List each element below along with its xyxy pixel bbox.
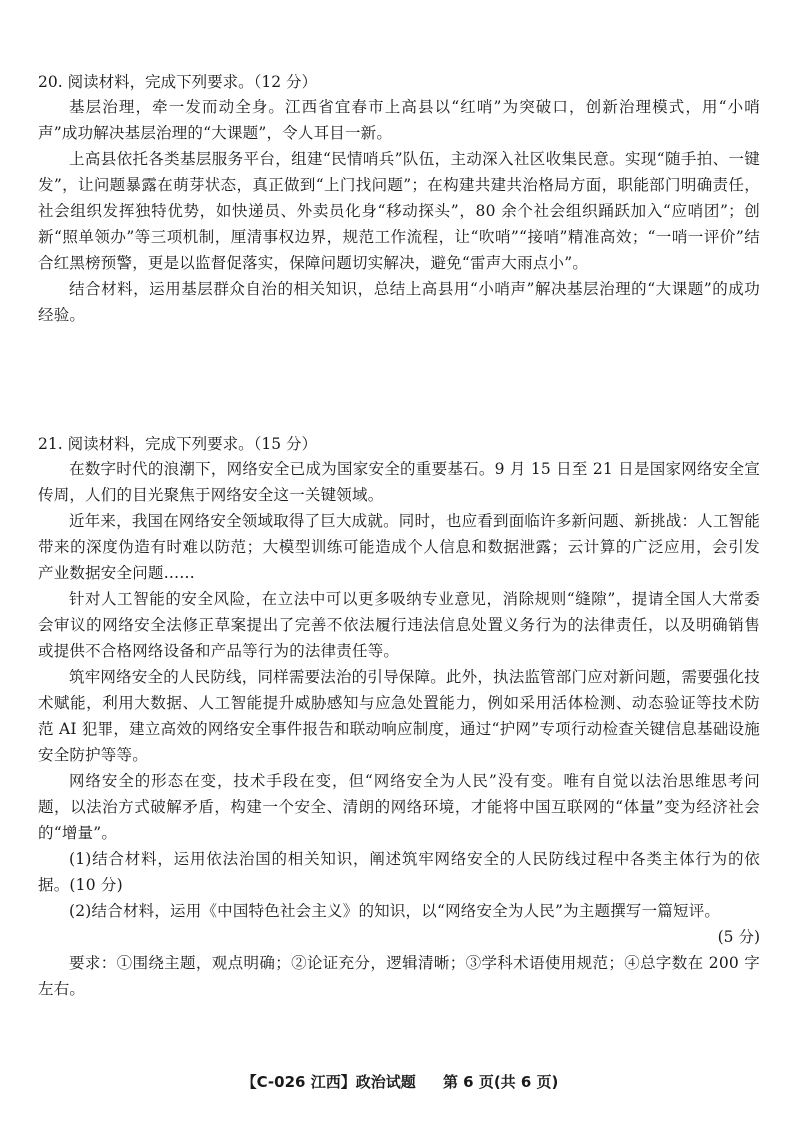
question-20-paragraph: 上高县依托各类基层服务平台，组建“民情哨兵”队伍，主动深入社区收集民意。实现“随手拍、一键发”，让问题暴露在萌芽状态，真正做到“上门找问题”；在构建共建共治格局方面，职能部门明确责任，社会组织发挥独特优势，如快递员、外卖员化身“移动探头”，80 余个社会组织踊跃加入“应哨团”；创新“照单领办”等三项机制，厘清事权边界，规范工作流程，让“吹哨”“接哨”精准高效；“一哨一评价”结合红黑榜预警，更是以监督促落实，保障问题切实解决，避免“雷声大雨点小”。: [38, 150, 760, 272]
question-21-requirement: 要求：①围绕主题，观点明确；②论证充分，逻辑清晰；③学科术语使用规范；④总字数在 200 字左右。: [38, 954, 760, 998]
question-21: [38, 432, 760, 1002]
question-21-subquestion-2: (2)结合材料，运用《中国特色社会主义》的知识，以“网络安全为人民”为主题撰写一篇短评。: [69, 902, 721, 920]
question-20: [38, 70, 760, 328]
page-footer: [0, 1071, 800, 1092]
question-21-paragraph: 在数字时代的浪潮下，网络安全已成为国家安全的重要基石。9 月 15 日至 21 日是国家网络安全宣传周，人们的目光聚焦于网络安全这一关键领域。: [38, 460, 760, 504]
question-21-title: 21. 阅读材料，完成下列要求。（15 分）: [38, 435, 317, 453]
question-21-paragraph: 针对人工智能的安全风险，在立法中可以更多吸纳专业意见，消除规则“缝隙”，提请全国人大常委会审议的网络安全法修正草案提出了完善不依法履行违法信息处置义务行为的法律责任，以及明确销售或提供不合格网络设备和产品等行为的法律责任等。: [38, 590, 760, 660]
question-20-title: 20. 阅读材料，完成下列要求。（12 分）: [38, 73, 317, 91]
question-21-subquestion-2-score: (5 分): [717, 928, 760, 946]
question-21-paragraph: 近年来，我国在网络安全领域取得了巨大成就。同时，也应看到面临许多新问题、新挑战：人工智能带来的深度伪造有时难以防范；大模型训练可能造成个人信息和数据泄露；云计算的广泛应用，会引发产业数据安全问题……: [38, 512, 760, 582]
footer-page-number: 第 6 页(共 6 页): [442, 1073, 559, 1091]
question-21-paragraph: 网络安全的形态在变，技术手段在变，但“网络安全为人民”没有变。唯有自觉以法治思维思考问题，以法治方式破解矛盾，构建一个安全、清朗的网络环境，才能将中国互联网的“体量”变为经济社会的“增量”。: [38, 772, 760, 842]
question-21-paragraph: 筑牢网络安全的人民防线，同样需要法治的引导保障。此外，执法监管部门应对新问题，需要强化技术赋能，利用大数据、人工智能提升威胁感知与应急处置能力，例如采用活体检测、动态验证等技术防范 AI 犯罪，建立高效的网络安全事件报告和联动响应制度，通过“护网”专项行动检查关键信息基础设施安全防护等等。: [38, 668, 760, 764]
question-21-subquestion-1: (1)结合材料，运用依法治国的相关知识，阐述筑牢网络安全的人民防线过程中各类主体行为的依据。(10 分): [38, 850, 760, 894]
footer-exam-name: 【C-026 江西】政治试题: [241, 1073, 416, 1091]
question-20-paragraph: 基层治理，牵一发而动全身。江西省宜春市上高县以“红哨”为突破口，创新治理模式，用“小哨声”成功解决基层治理的“大课题”，令人耳目一新。: [38, 98, 760, 142]
question-20-prompt: 结合材料，运用基层群众自治的相关知识，总结上高县用“小哨声”解决基层治理的“大课题”的成功经验。: [38, 280, 760, 324]
